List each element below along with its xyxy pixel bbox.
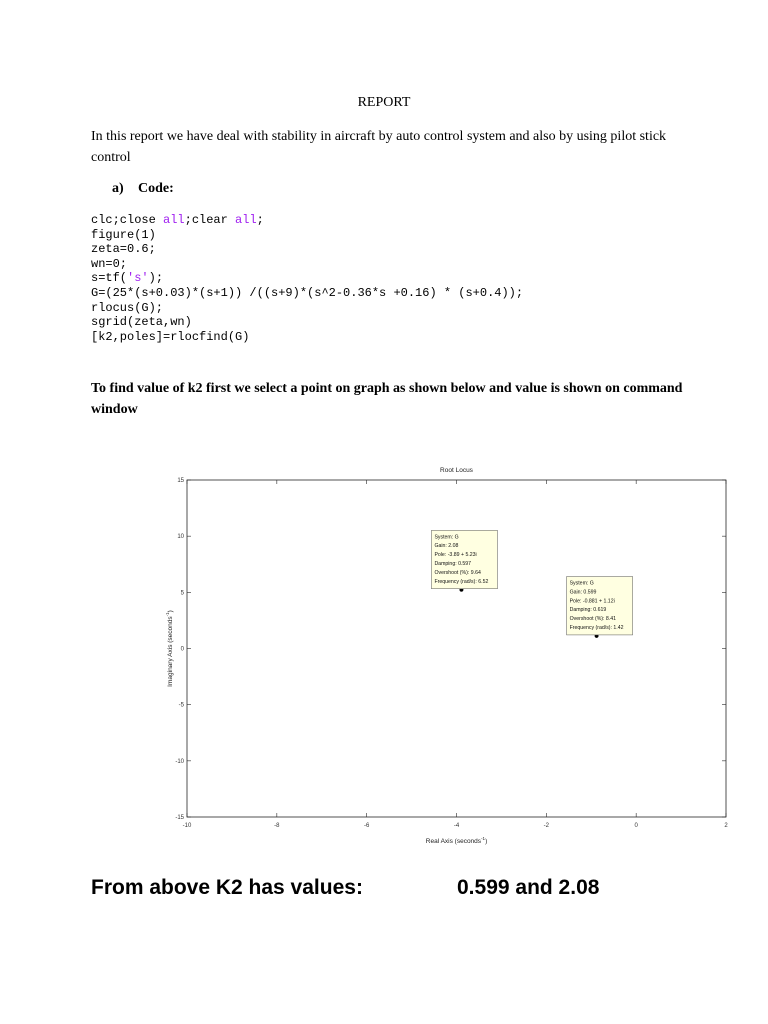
code-text: figure(1) <box>91 227 156 242</box>
code-keyword: all <box>235 213 257 227</box>
code-text: sgrid(zeta,wn) <box>91 315 192 330</box>
datatip-line: System: G <box>569 580 594 587</box>
datatip-line: Gain: 0.599 <box>569 589 597 596</box>
x-axis-label-exponent: -1 <box>481 836 486 841</box>
conclusion-label: From above K2 has values: <box>91 876 363 899</box>
y-tick-label: 5 <box>180 590 184 597</box>
datatip-line: Damping: 0.597 <box>434 561 472 568</box>
code-text: G=(25*(s+0.03)*(s+1)) /((s+9)*(s^2-0.36*s +0.16) * (s+0.4)); <box>91 285 524 300</box>
report-title: REPORT <box>357 95 411 110</box>
datatip-line: Overshoot (%): 8.41 <box>569 616 617 623</box>
conclusion-line <box>91 876 600 900</box>
code-text: ; <box>256 213 264 227</box>
y-tick-label: 15 <box>177 478 184 484</box>
y-axis-label-paren: ) <box>167 610 174 613</box>
code-text: ;clear <box>184 213 236 227</box>
datatip-line: Frequency (rad/s): 1.42 <box>569 625 624 632</box>
list-marker: a) <box>112 181 124 196</box>
code-text: [k2,poles]=rlocfind(G) <box>91 329 250 344</box>
x-axis-label: Real Axis (seconds$^{-1}$) <box>425 836 488 845</box>
code-keyword: all <box>163 213 185 227</box>
code-text: zeta=0.6; <box>91 242 156 257</box>
code-text: s=tf( <box>91 271 128 286</box>
section-label: Code: <box>138 181 174 196</box>
x-tick-label: 0 <box>634 823 638 829</box>
code-text: rlocus(G); <box>91 300 164 315</box>
instruction-paragraph: To find value of k2 first we select a point on graph as shown below and value is shown on command window <box>91 381 683 417</box>
y-tick-label: -5 <box>178 702 184 709</box>
y-axis-label-exponent: -1 <box>165 612 170 617</box>
x-tick-label: -10 <box>182 823 192 829</box>
intro-paragraph: In this report we have deal with stability in aircraft by auto control system and also by using pilot stick control <box>91 129 667 165</box>
datatip-2 <box>567 577 633 638</box>
y-tick-label: 0 <box>180 646 184 653</box>
datatip-line: Pole: -3.89 + 5.23i <box>434 552 477 559</box>
x-axis-label-paren: ) <box>485 838 488 845</box>
y-tick-label: -15 <box>175 815 184 821</box>
x-tick-label: -6 <box>363 823 370 829</box>
code-text: ); <box>148 271 164 286</box>
code-text: clc;close <box>91 213 164 227</box>
x-tick-label: -2 <box>543 823 550 829</box>
x-tick-label: -8 <box>274 823 280 829</box>
chart-title: Root Locus <box>440 467 473 474</box>
datatip-line: Overshoot (%): 9.64 <box>434 569 481 576</box>
datatip-line: Frequency (rad/s): 6.52 <box>434 578 489 585</box>
datatip-line: Gain: 2.08 <box>434 543 459 550</box>
datatip-line: System: G <box>434 534 459 541</box>
y-axis-label: Imaginary Axis (seconds$^{-1}$) <box>165 610 174 687</box>
datatip-line: Pole: -0.881 + 1.12i <box>569 598 615 605</box>
code-keyword: 's' <box>127 271 149 286</box>
conclusion-values: 0.599 and 2.08 <box>457 876 600 899</box>
datatip-1 <box>431 530 497 591</box>
x-tick-label: -4 <box>453 823 460 829</box>
code-text: wn=0; <box>91 256 128 271</box>
y-tick-label: 10 <box>177 534 184 541</box>
datatip-line: Damping: 0.619 <box>569 607 607 614</box>
x-tick-label: 2 <box>724 823 728 829</box>
y-tick-label: -10 <box>175 758 184 765</box>
